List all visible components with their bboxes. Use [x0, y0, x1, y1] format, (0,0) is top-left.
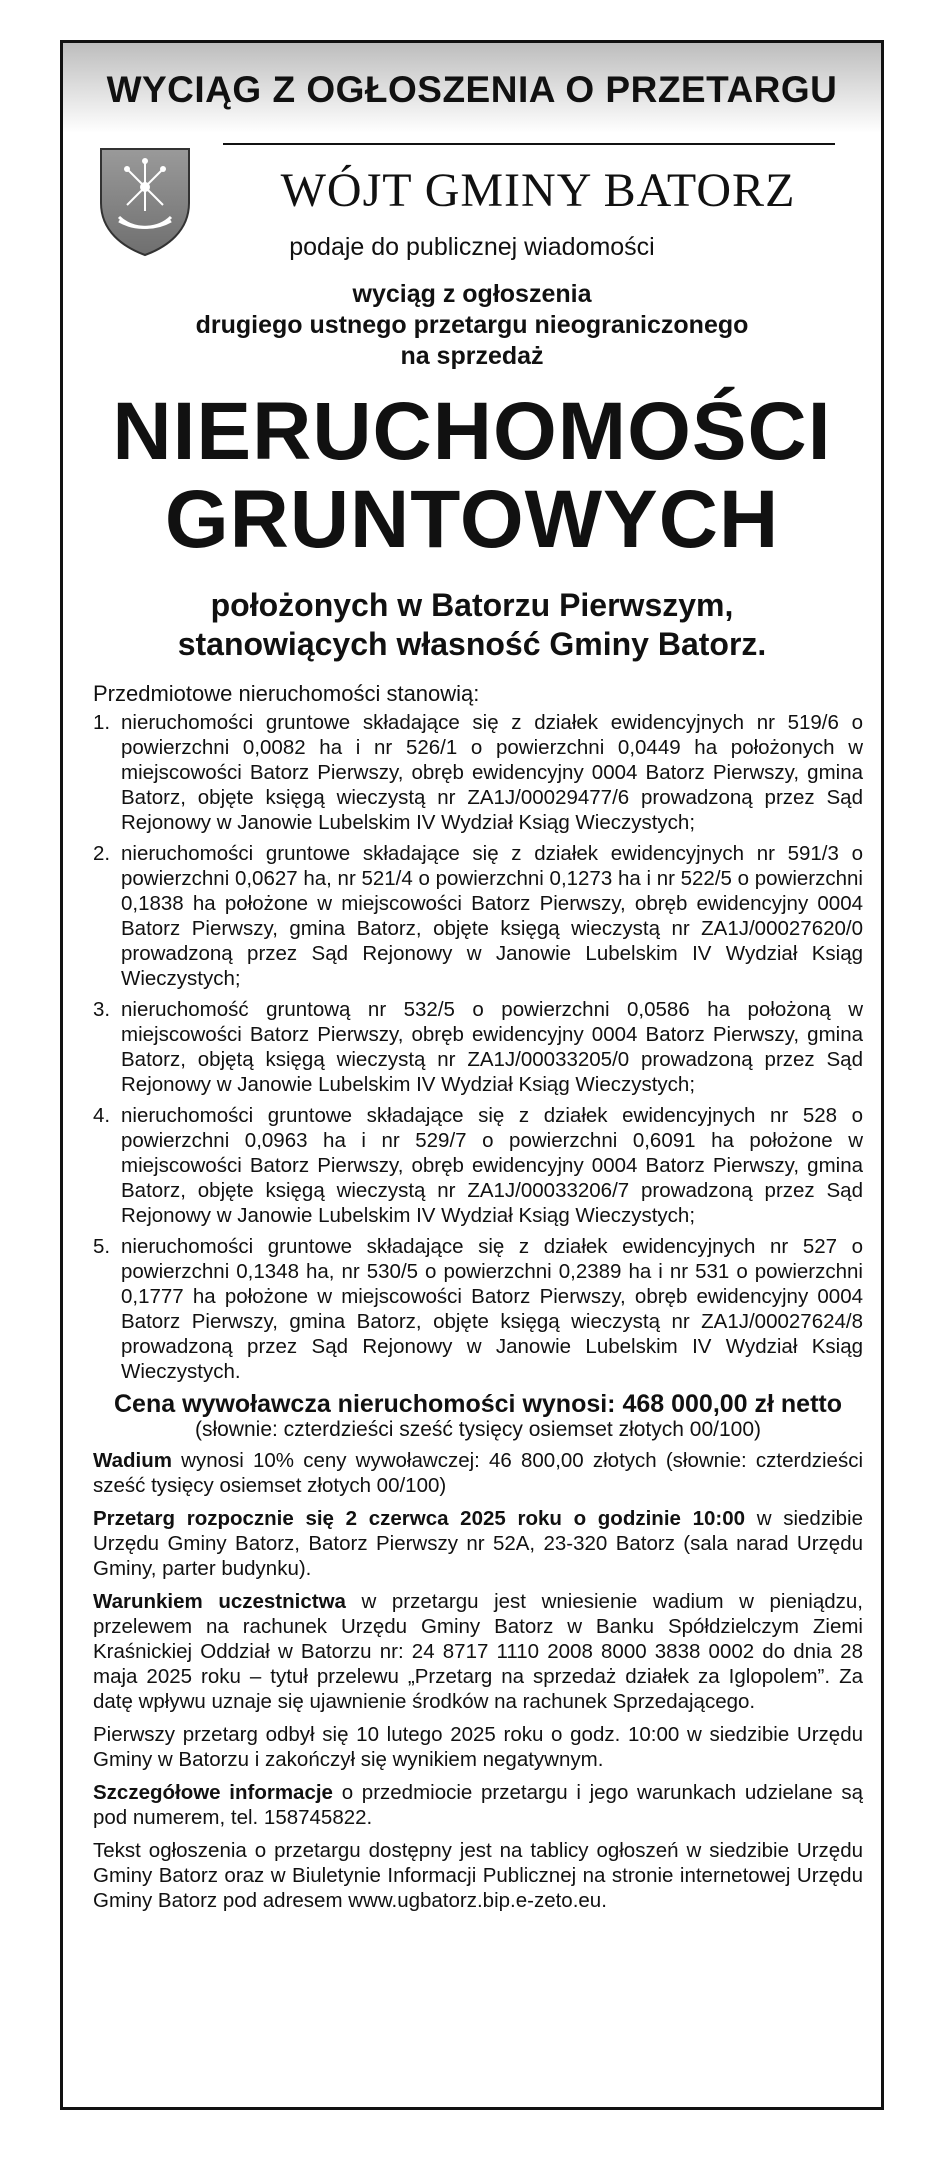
- wadium-text: wynosi 10% ceny wywoławczej: 46 800,00 złotych (słownie: czterdzieści sześć tysięcy osiemset złotych 00/100): [93, 1449, 863, 1497]
- location-subtitle: [63, 586, 881, 664]
- condition-label: Warunkiem uczestnictwa: [93, 1590, 346, 1613]
- list-item-text: nieruchomości gruntowe składające się z działek ewidencyjnych nr 527 o powierzchni 0,1348 ha, nr 530/5 o powierzchni 0,2389 ha i nr 531 o powierzchni 0,1777 ha położone w miejscowości Batorz Pierwszy, obręb ewidencyjny 0004 Batorz Pierwszy, gmina Batorz, objęte księgą wieczystą nr ZA1J/00027624/8 prowadzoną przez Sąd Rejonowy w Janowie Lubelskim IV Wydział Ksiąg Wieczystych.: [121, 1235, 863, 1383]
- extract-intro-line: na sprzedaż: [400, 342, 544, 370]
- first-auction-paragraph: Pierwszy przetarg odbył się 10 lutego 2025 roku o godz. 10:00 w siedzibie Urzędu Gminy w Batorzu i zakończył się wynikiem negatywnym.: [93, 1723, 863, 1771]
- list-item-number: 4.: [93, 1104, 111, 1127]
- headline: [63, 388, 881, 564]
- condition-text: w przetargu jest wniesienie wadium w pieniądzu, przelewem na rachunek Urzędu Gminy Batorz w Banku Spółdzielczym Ziemi Kraśnickiej Oddział w Batorzu nr: 24 8717 1110 2008 8000 3838 0002 do dnia 28 maja 2025 roku – tytuł przelewu „Przetarg na sprzedaż działek za Iglopolem”. Za datę wpływu uznaje się ujawnienie środków na rachunek Sprzedającego.: [93, 1590, 863, 1713]
- list-item-text: nieruchomości gruntowe składające się z działek ewidencyjnych nr 528 o powierzchni 0,0963 ha i nr 529/7 o powierzchni 0,6091 ha położone w miejscowości Batorz Pierwszy, obręb ewidencyjny 0004 Batorz Pierwszy, gmina Batorz, objęte księgą wieczystą nr ZA1J/00033206/7 prowadzoną przez Sąd Rejonowy w Janowie Lubelskim IV Wydział Ksiąg Wieczystych;: [121, 1104, 863, 1227]
- list-item-text: nieruchomość gruntową nr 532/5 o powierzchni 0,0586 ha położoną w miejscowości Batorz Pierwszy, obręb ewidencyjny 0004 Batorz Pierwszy, gmina Batorz, objętą księgą wieczystą nr ZA1J/00033205/0 prowadzoną przez Sąd Rejonowy w Janowie Lubelskim IV Wydział Ksiąg Wieczystych;: [121, 998, 863, 1096]
- price-words: (słownie: czterdzieści sześć tysięcy osiemset złotych 00/100): [194, 1418, 762, 1441]
- announce-line: podaje do publicznej wiadomości: [289, 233, 655, 261]
- details-text: o przedmiocie przetargu i jego warunkach udzielane są pod numerem, tel. 158745822.: [93, 1781, 864, 1829]
- list-item-number: 5.: [93, 1235, 111, 1258]
- location-line: stanowiących własność Gminy Batorz.: [177, 626, 767, 662]
- list-item: [93, 1234, 863, 1384]
- list-item: [93, 841, 863, 991]
- wadium-label: Wadium: [93, 1449, 172, 1472]
- location-line: położonych w Batorzu Pierwszym,: [210, 587, 734, 623]
- announcement-body: [93, 681, 863, 1921]
- condition-paragraph: [93, 1589, 863, 1714]
- list-item-text: nieruchomości gruntowe składające się z działek ewidencyjnych nr 591/3 o powierzchni 0,0627 ha, nr 521/4 o powierzchni 0,1273 ha i nr 522/5 o powierzchni 0,1838 ha położone w miejscowości Batorz Pierwszy, obręb ewidencyjny 0004 Batorz Pierwszy, gmina Batorz, objęte księgą wieczystą nr ZA1J/00027620/0 prowadzoną przez Sąd Rejonowy w Janowie Lubelskim IV Wydział Ksiąg Wieczystych;: [121, 842, 863, 990]
- headline-line: GRUNTOWYCH: [164, 474, 780, 565]
- list-item-text: nieruchomości gruntowe składające się z działek ewidencyjnych nr 519/6 o powierzchni 0,0082 ha i nr 526/1 o powierzchni 0,0449 ha położonych w miejscowości Batorz Pierwszy, obręb ewidencyjny 0004 Batorz Pierwszy, gmina Batorz, objęte księgą wieczystą nr ZA1J/00029477/6 prowadzoną przez Sąd Rejonowy w Janowie Lubelskim IV Wydział Ksiąg Wieczystych;: [121, 711, 863, 834]
- announcement-frame: [60, 40, 884, 2110]
- issuer-name: WÓJT GMINY BATORZ: [280, 164, 796, 217]
- price-headline: Cena wywoławcza nieruchomości wynosi: 468 000,00 zł netto: [113, 1390, 843, 1418]
- extract-intro-line: drugiego ustnego przetargu nieograniczonego: [195, 311, 749, 339]
- auction-text: w siedzibie Urzędu Gminy Batorz, Batorz Pierwszy nr 52A, 23-320 Batorz (sala narad Urzędu Gminy, parter budynku).: [93, 1507, 863, 1580]
- auction-paragraph: [93, 1506, 863, 1581]
- list-item-number: 3.: [93, 998, 111, 1021]
- properties-list: [93, 710, 863, 1384]
- details-paragraph: [93, 1780, 863, 1830]
- extract-intro: [63, 279, 881, 372]
- wadium-paragraph: [93, 1448, 863, 1498]
- notice-paragraph: Tekst ogłoszenia o przetargu dostępny jest na tablicy ogłoszeń w siedzibie Urzędu Gminy Batorz oraz w Biuletynie Informacji Publicznej na stronie internetowej Urzędu Gminy Batorz pod adresem www.ugbatorz.bip.e-zeto.eu.: [93, 1839, 863, 1912]
- properties-intro: Przedmiotowe nieruchomości stanowią:: [93, 681, 480, 706]
- header-title: WYCIĄG Z OGŁOSZENIA O PRZETARGU: [106, 69, 838, 110]
- list-item: [93, 997, 863, 1097]
- list-item: [93, 710, 863, 835]
- list-item: [93, 1103, 863, 1228]
- list-item-number: 2.: [93, 842, 111, 865]
- extract-intro-line: wyciąg z ogłoszenia: [352, 280, 592, 308]
- header-divider: [223, 143, 835, 145]
- details-label: Szczegółowe informacje: [93, 1781, 333, 1804]
- auction-label: Przetarg rozpocznie się 2 czerwca 2025 roku o godzinie 10:00: [93, 1507, 746, 1530]
- headline-line: NIERUCHOMOŚCI: [112, 386, 832, 477]
- list-item-number: 1.: [93, 711, 111, 734]
